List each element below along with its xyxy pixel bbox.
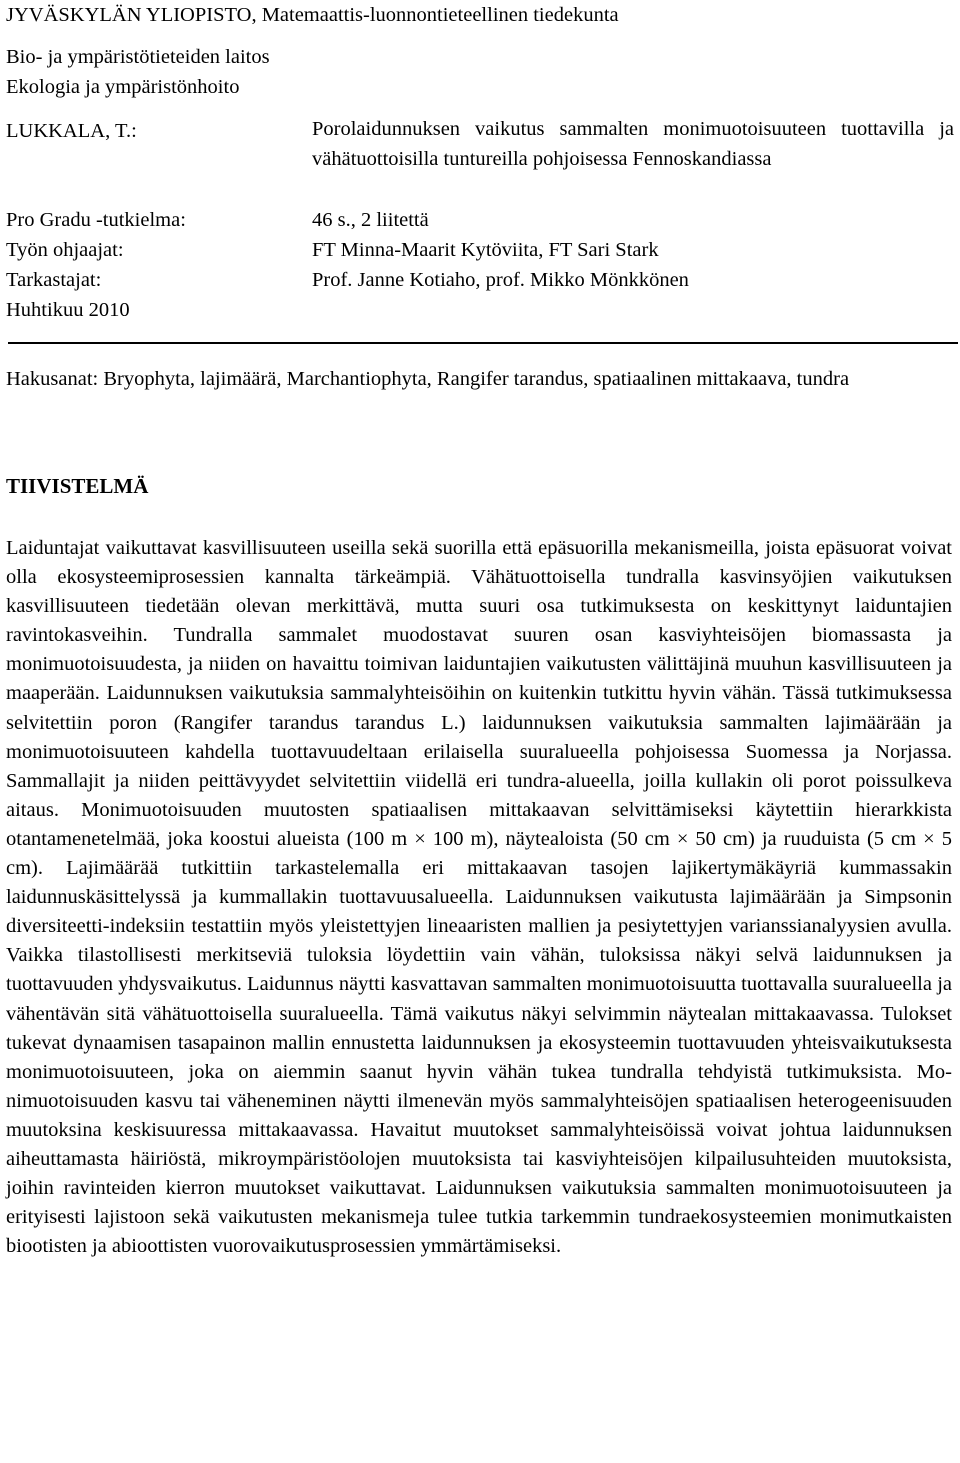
date-label: Huhtikuu 2010: [6, 299, 130, 321]
supervisors-label: Työn ohjaajat:: [6, 239, 124, 261]
examiners-value: Prof. Janne Kotiaho, prof. Mikko Mönkkönen: [312, 269, 689, 291]
thesis-type-label: Pro Gradu -tutkielma:: [6, 209, 186, 231]
thesis-title: Porolaidunnuksen vaikutus sammalten monimuotoisuuteen tuottavilla ja vähätuottoisilla tuntureilla pohjoisessa Fennoskandiassa: [312, 118, 954, 170]
discipline-line: Ekologia ja ympäristönhoito: [6, 76, 240, 98]
thesis-type-value: 46 s., 2 liitettä: [312, 209, 429, 231]
horizontal-rule: [8, 342, 958, 344]
abstract-body: Laiduntajat vaikuttavat kasvillisuuteen useilla sekä suorilla että epäsuorilla mekanismeilla, joista epäsuorat voivat olla ekosysteemiprosessien kannalta tärkeämpiä. Vähätuottoisella tundralla kasvinsyöjien vaikutuksen kasvillisuuteen tiedetään olevan merkittävä, mutta suuri osa tutkimuksesta on keskittynyt laiduntajien ravintokasveihin. Tundralla sammalet muodostavat suuren osan kasviyhteisöjen biomassasta ja monimuotoisuudesta, ja niiden on havaittu toimivan laiduntajien vaikutusten välittäjinä muuhun kasvillisuuteen ja maaperään. Laidunnuksen vaikutuksia sammalyhteisöihin on kuitenkin tutkittu hyvin vähän. Tässä tutkimuksessa selvitettiin poron (Rangifer tarandus tarandus L.) laidunnuksen vaikutuksia sammalten lajimäärään ja monimuotoisuuteen kahdella tuottavuudeltaan erilaisella suuralueella pohjoisessa Suomessa ja Norjassa. Sammallajit ja niiden peittävyydet selvitettiin viidellä eri tundra-alueella, joilla kullakin oli porot poissulkeva aitaus. Monimuotoisuuden muutosten spatiaalisen mittakaavan selvittämiseksi käytettiin hierarkkista otantamenetelmää, joka koostui alueista (100 m × 100 m), näytealoista (50 cm × 50 cm) ja ruuduista (5 cm × 5 cm). Lajimäärää tutkittiin tarkastelemalla eri mittakaavan tasojen lajikertymäkäyriä kummassakin laidunnuskäsittelyssä ja kummallakin tuottavuusalueella. Laidunnuksen vaikutusta lajimäärään ja Simpsonin diversiteetti-indeksiin testattiin myös yleistettyjen lineaaristen mallien ja pesiytettyjen varianssianalyysien avulla. Vaikka tilastollisesti merkitseviä tuloksia löydettiin vain vähän, tuloksissa näkyi selvä laidunnuksen ja tuottavuuden yhdysvaikutus. Laidunnus näytti kasvattavan sammalten monimuotoisuutta tuottavalla suuralueella ja vähentävän sitä vähätuottoisella suuralueella. Tämä vaikutus näkyi selvimmin näytealan mittakaavassa. Tulokset tukevat dynaamisen tasapainon mallin ennustetta laidunnuksen ja ekosysteemin tuottavuuden yhteisvaikutuksesta monimuotoisuuteen, joka on aiemmin saanut hyvin vähän tukea tundralla tehdyistä tutkimuksista. Monimuotoisuuden kasvu tai väheneminen näytti ilmenevän myös sammalyhteisöjen spatiaalisen heterogeenisuuden muutoksina keskisuuressa mittakaavassa. Havaitut muutokset sammalyhteisöissä voivat johtua laidunnuksen aiheuttamasta häiriöstä, mikroympäristöolojen muutoksista tai kasviyhteisöjen kilpailusuhteiden muutoksista, joihin ravinteiden kierron muutokset vaikuttavat. Laidunnuksen vaikutuksia sammalten monimuotoisuuteen ja erityisesti lajistoon sekä vaikutusten mekanismeja tulee tutkia tarkemmin tundraekosysteemien monimutkaisten biootisten ja abioottisten vuorovaikutusprosessien ymmärtämiseksi.: [6, 537, 952, 1258]
examiners-label: Tarkastajat:: [6, 269, 102, 291]
supervisors-value: FT Minna-Maarit Kytöviita, FT Sari Stark: [312, 239, 659, 261]
university-line: JYVÄSKYLÄN YLIOPISTO, Matemaattis-luonnontieteellinen tiedekunta: [6, 4, 619, 26]
abstract-title: TIIVISTELMÄ: [6, 474, 149, 498]
department-line: Bio- ja ympäristötieteiden laitos: [6, 46, 270, 68]
author-label: LUKKALA, T.:: [6, 120, 137, 142]
keywords: Hakusanat: Bryophyta, lajimäärä, Marchantiophyta, Rangifer tarandus, spatiaalinen mittakaava, tundra: [6, 368, 850, 390]
